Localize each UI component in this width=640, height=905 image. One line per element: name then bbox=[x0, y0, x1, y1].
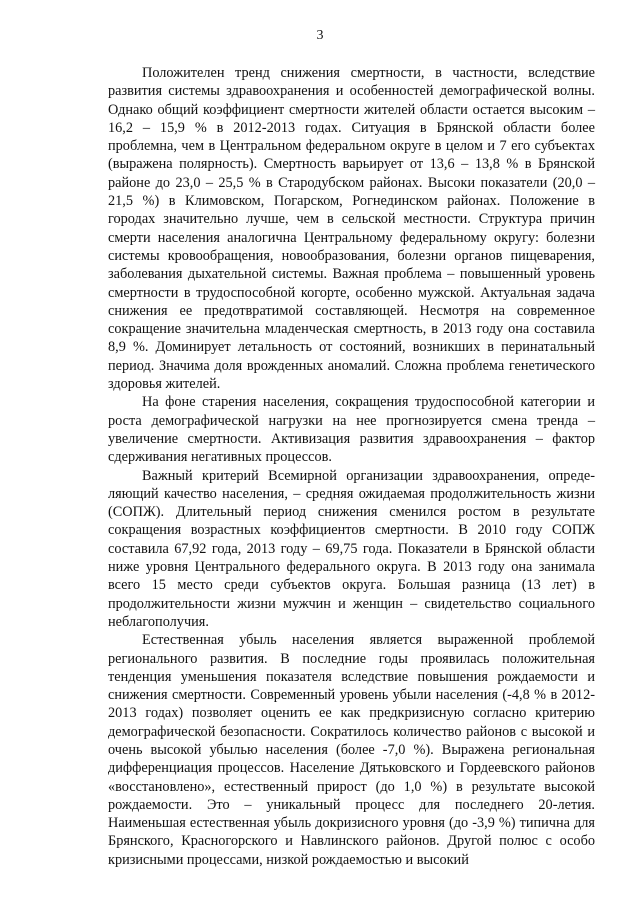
page-number: 3 bbox=[316, 28, 324, 43]
paragraph-aging-forecast: На фоне старения населения, сокращения трудоспособной категории и роста демографической нагрузки на нее прогнозируется смена тренда – увеличение смертности. Активизация развития здравоохранения – фактор сдерживания негативных процессов. bbox=[108, 394, 595, 466]
paragraph-life-expectancy: Важный критерий Всемирной организации здравоохранения, определяющий качество населения, – средняя ожидаемая продолжительность жизни (СОПЖ). Длительный период снижения сменился ростом в результате сокращения возрастных коэффициентов смертности. В 2010 году СОПЖ составила 67,92 года, 2013 году – 69,75 года. Показатели в Брянской области ниже уровня Центрального федерального округа. В 2013 году она занимала всего 15 место среди субъектов округа. Большая разница (13 лет) в продолжительности жизни мужчин и женщин – свидетельство социального неблагополучия. bbox=[108, 467, 595, 630]
paragraph-natural-decline: Естественная убыль населения является выраженной проблемой регионального развития. В последние годы проявилась положительная тенденция уменьшения показателя вследствие повышения рождаемости и снижения смертности. Современный уровень убыли населения (-4,8 % в 2012-2013 годах) позволяет оценить ее как предкризисную согласно критерию демографической безопасности. Сократилось количество районов с высокой и очень высокой убылью населения (более -7,0 %). Выражена региональная дифференциация процессов. Население Дятьковского и Гордеевского районов «восстановлено», естественный прирост (до 1,0 %) в результате высокой рождаемости. Это – уникальный процесс для последнего 20-летия. Наименьшая естественная убыль докризисного уровня (до -3,9 %) типична для Брянского, Красногорского и Навлинского районов. Другой полюс с особо кризисными процессами, низкой рождаемостью и высокий bbox=[108, 632, 595, 868]
paragraph-mortality-trend: Положителен тренд снижения смертности, в частности, вследствие развития системы здравоохранения и особенностей демографической волны. Однако общий коэффициент смертности жителей области остается высоким – 16,2 – 15,9 % в 2012-2013 годах. Ситуация в Брянской области более проблемна, чем в Центральном федеральном округе в целом и 7 его субъектах (выражена полярность). Смертность варьирует от 13,6 – 13,8 % в Брянской районе до 23,0 – 25,5 % в Стародубском районах. Высоки показатели (20,0 – 21,5 %) в Климовском, Погарском, Рогнединском районах. Положение в городах значительно лучше, чем в сельской местности. Структура причин смерти населения аналогична Центральному федеральному округу: болезни системы кровообращения, новообразования, болезни органов пищеварения, заболевания дыхательной системы. Важная проблема – повышенный уровень смертности в трудоспособной когорте, особенно мужской. Актуальная задача снижения ее предотвратимой составляющей. Несмотря на современное сокращение значительна младенческая смертность, в 2013 году она составила 8,9 %. Доминирует летальность от состояний, возникших в перинатальный период. Значима доля врожденных аномалий. Сложна проблема генетического здоровья жителей. bbox=[108, 65, 595, 393]
body-text bbox=[108, 64, 595, 869]
